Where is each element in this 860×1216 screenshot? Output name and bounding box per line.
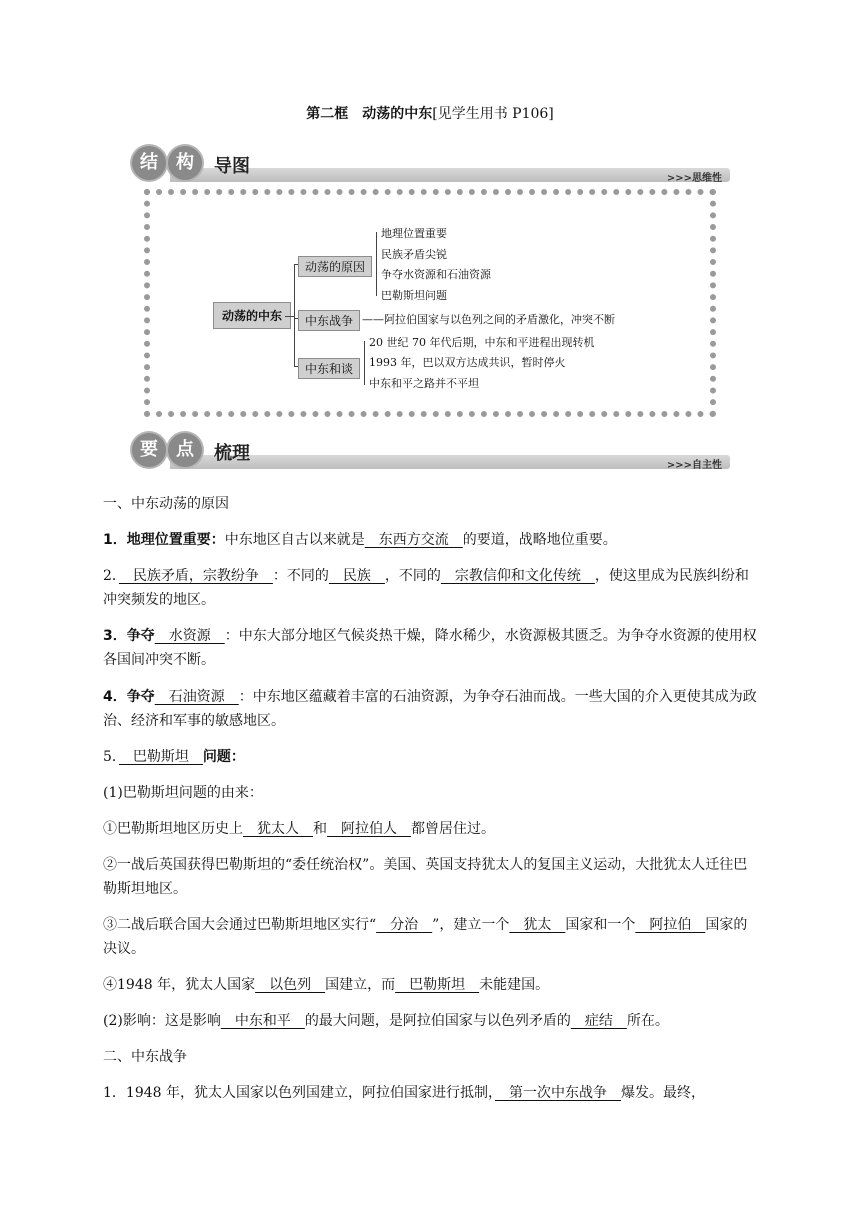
answer-blank: 民族 [328,568,385,584]
answer-blank: 巴勒斯坦 [118,749,203,765]
text: ：不同的 [272,568,329,584]
answer-blank: 东西方交流 [364,532,463,548]
peace-item: 1993 年，巴以双方达成共识，暂时停火 [369,356,566,369]
answer-blank: 阿拉伯人 [327,821,411,837]
text: 5． [103,749,119,765]
map-root: 动荡的中东 [213,302,291,329]
cause-item: 巴勒斯坦问题 [381,289,447,302]
badge-jie: 结 [132,146,166,180]
section-heading: 二、中东战争 [103,1049,187,1065]
text: ③二战后联合国大会通过巴勒斯坦地区实行“ [103,917,377,933]
answer-blank: 中东和平 [220,1013,305,1029]
text: ①巴勒斯坦地区历史上 [103,821,243,837]
structure-map-banner [130,146,730,188]
text: ④1948 年，犹太人国家 [103,977,256,993]
text: 2． [103,568,119,584]
answer-blank: 民族矛盾，宗教纷争 [118,568,273,584]
answer-blank: 宗教信仰和文化传统 [440,568,595,584]
answer-blank: 阿拉伯 [635,917,706,933]
title-main: 第二框 动荡的中东 [306,106,433,122]
paragraph-3 [103,624,758,672]
peace-item: 中东和平之路并不平坦 [369,377,479,390]
answer-blank: 水资源 [154,628,225,644]
text: 都曾居住过。 [411,821,495,837]
paragraph-9 [103,913,758,961]
text: ，使这里成为民族纠纷和冲突频发的地区。 [103,568,749,608]
map-node-cause: 动荡的原因 [298,256,372,277]
label: 3．争夺 [103,628,155,644]
text: 的最大问题，是阿拉伯国家与以色列矛盾的 [304,1013,571,1029]
paragraph-11 [103,1009,758,1033]
banner-bar [170,455,730,469]
text: ：中东地区蕴藏着丰富的石油资源，为争夺石油而战。一些大国的介入更使其成为政治、经济和军事的敏感地区。 [103,689,757,729]
answer-blank: 第一次中东战争 [495,1085,621,1101]
paragraph-6: (1)巴勒斯坦问题的由来： [103,785,263,801]
paragraph-8: ②一战后英国获得巴勒斯坦的“委任统治权”。美国、英国支持犹太人的复国主义运动，大批犹太人迁往巴勒斯坦地区。 [103,857,748,897]
paragraph-5 [103,745,758,769]
text: 和 [313,821,327,837]
answer-blank: 巴勒斯坦 [395,977,480,993]
text: ”，建立一个 [432,917,510,933]
peace-item: 20 世纪 70 年代后期，中东和平进程出现转机 [369,336,595,349]
map-node-war: 中东战争 [298,310,360,331]
text: 国家和一个 [565,917,636,933]
text: 未能建国。 [479,977,550,993]
text: 中东地区自古以来就是 [224,532,365,548]
paragraph-1 [103,528,758,552]
answer-blank: 犹太 [509,917,566,933]
map-node-peace: 中东和谈 [298,358,360,379]
banner-word: 梳理 [214,443,250,464]
paragraph-10 [103,973,758,997]
paragraph-7 [103,817,758,841]
text: (2)影响：这是影响 [103,1013,221,1029]
answer-blank: 以色列 [255,977,326,993]
cause-item: 民族矛盾尖锐 [381,248,447,261]
answer-blank: 分治 [376,917,433,933]
answer-blank: 犹太人 [243,821,313,837]
cause-item: 地理位置重要 [381,227,447,240]
banner-bar [170,168,730,182]
text: 所在。 [626,1013,669,1029]
answer-blank: 石油资源 [154,689,239,705]
section-heading: 一、中东动荡的原因 [103,496,229,512]
paragraph-12 [103,1081,758,1105]
text: 国家的决议。 [103,917,748,957]
text: ，不同的 [384,568,441,584]
answer-blank: 症结 [570,1013,627,1029]
label: 问题： [202,749,245,765]
badge-dian: 点 [168,433,202,467]
text: 爆发。最终， [621,1085,705,1101]
paragraph-2 [103,564,758,612]
text: 国建立，而 [325,977,396,993]
banner-tag: >>>思维性 [666,173,722,184]
text: 的要道，战略地位重要。 [462,532,617,548]
connector [294,264,295,367]
page-title [0,103,860,123]
banner-word: 导图 [214,156,250,177]
war-item: ——阿拉伯国家与以色列之间的矛盾激化，冲突不断 [362,313,615,326]
label: 1．地理位置重要： [103,532,225,548]
brace [376,232,377,296]
text: 1．1948 年，犹太人国家以色列国建立，阿拉伯国家进行抵制， [103,1085,495,1101]
badge-gou: 构 [168,146,202,180]
key-points-banner [130,433,730,475]
banner-tag: >>>自主性 [666,460,722,471]
paragraph-4 [103,685,758,733]
cause-item: 争夺水资源和石油资源 [381,268,491,281]
label: 4．争夺 [103,689,155,705]
text: ：中东大部分地区气候炎热干燥，降水稀少，水资源极其匮乏。为争夺水资源的使用权各国间冲突不断。 [103,628,757,668]
title-ref: [见学生用书 P106] [432,106,554,122]
brace [364,341,365,385]
badge-yao: 要 [132,433,166,467]
